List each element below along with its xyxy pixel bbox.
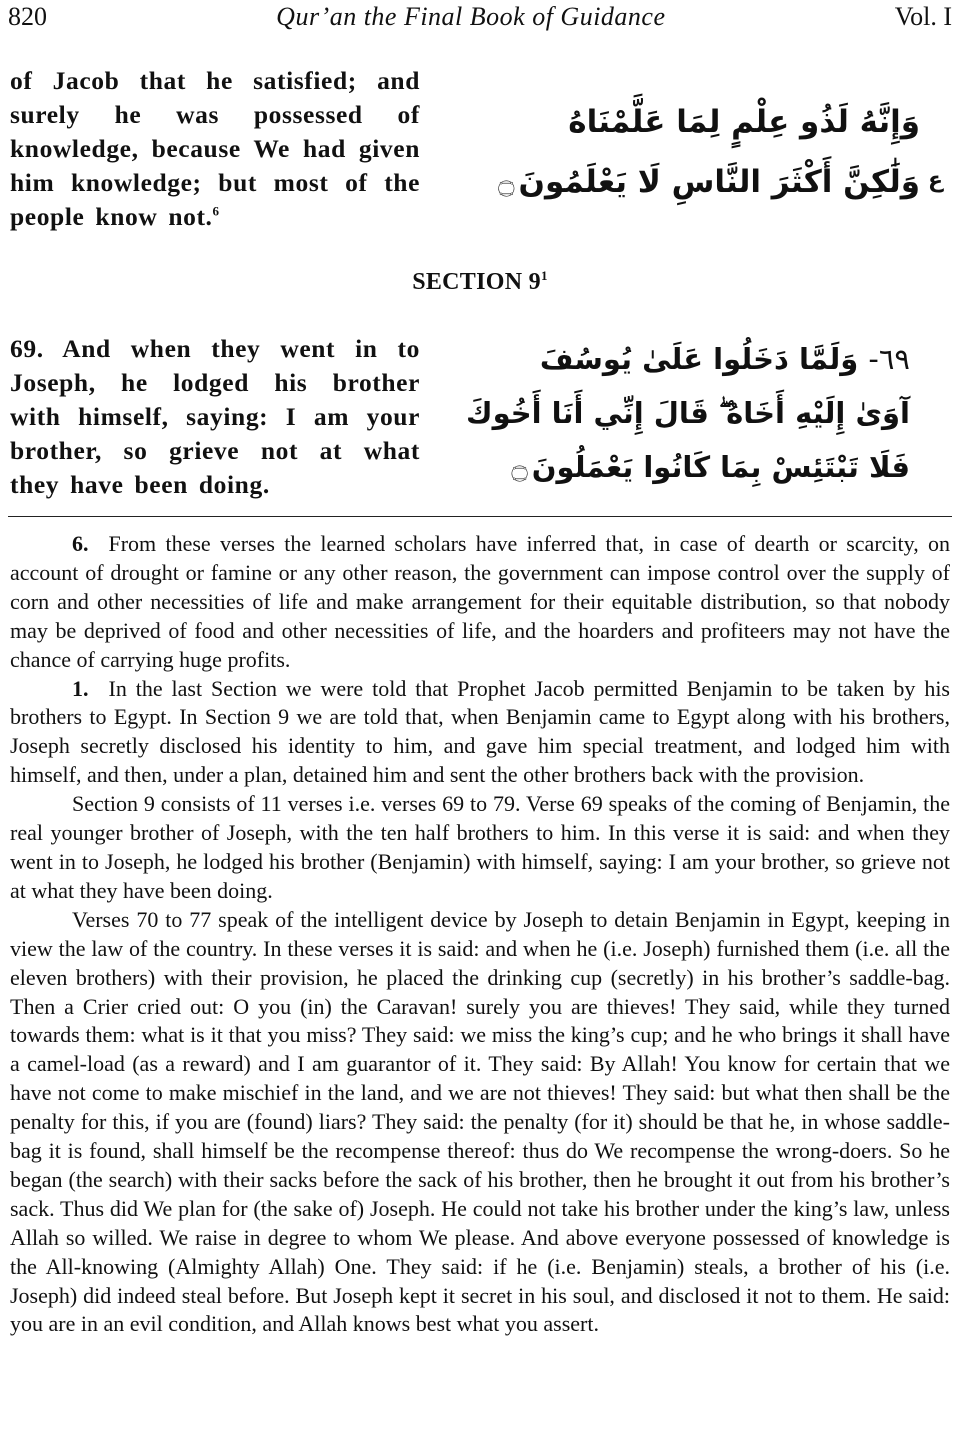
verse-69-text: 69. And when they went in to Joseph, he lodged his brother with himself, saying: I am your brother, so grieve not at what they have been doing.: [10, 334, 420, 499]
section-title: SECTION 9: [412, 269, 541, 295]
footnote-text: From these verses the learned scholars have inferred that, in case of dearth or scarcity, on account of drought or famine or any other reason, the government can impose control over the supply of corn and other necessities of life and make arrangement for their equitable distribution, so that nobody may be deprived of food and other necessities of life, and the hoarders and profiteers may not have the chance of carrying huge profits.: [10, 531, 950, 672]
footnote-ref-6: 6: [212, 203, 220, 219]
verse-end-mark: ۝: [498, 166, 515, 199]
verse-69-english: [10, 332, 420, 502]
footnote-divider: [8, 516, 952, 517]
verse-number-arabic: ٦٩-: [868, 342, 910, 376]
page-number: 820: [8, 2, 47, 31]
footnote-ref-1: 1: [540, 268, 548, 283]
arabic-line: آوَىٰ إِلَيْهِ أَخَاهُ ۖ قَالَ إِنِّي أَنَا أَخُوكَ: [465, 396, 910, 430]
verse-69-arabic: [465, 332, 910, 495]
verse-68-english: [10, 64, 420, 234]
commentary-paragraph: [10, 906, 950, 1340]
page-header: [8, 2, 952, 36]
arabic-line: فَلَا تَبْتَئِسْ بِمَا كَانُوا يَعْمَلُونَ۝: [511, 450, 910, 484]
commentary-text: Section 9 consists of 11 verses i.e. verses 69 to 79. Verse 69 speaks of the coming of Benjamin, the real younger brother of Joseph, with the ten half brothers to him. In this verse it is said: and when they went in to Joseph, he lodged his brother (Benjamin) with himself, saying: I am your brother, so grieve not at what they have been doing.: [10, 791, 950, 903]
footnote-paragraph: [10, 675, 950, 791]
footnotes: [10, 530, 950, 1339]
verse-68-arabic: [500, 92, 920, 213]
ruku-mark: ع: [928, 168, 944, 193]
section-heading: [0, 268, 960, 296]
footnote-number: 1.: [72, 675, 89, 701]
volume-label: Vol. I: [894, 2, 952, 31]
verse-end-mark: ۝: [511, 451, 528, 484]
footnote-paragraph: [10, 530, 950, 675]
footnote-text: In the last Section we were told that Prophet Jacob permitted Benjamin to be taken by his brothers to Egypt. In Section 9 we are told that, when Benjamin came to Egypt along with his brothers, Joseph secretly disclosed his identity to him, and gave him special treatment, and lodged him with himself, and then, under a plan, detained him and sent the other brothers back with the provision.: [10, 675, 950, 788]
book-title: Qur’an the Final Book of Guidance: [276, 2, 666, 31]
commentary-text: Verses 70 to 77 speak of the intelligent device by Joseph to detain Benjamin in Egypt, keeping in view the law of the country. In these verses it is said: and when he (i.e. Joseph) furnished them (i.e. all the eleven brothers) with their provision, he placed the drinking cup (secretly) in his brother’s saddle-bag. Then a Crier cried out: O you (in) the Caravan! surely you are thieves! They said, while they turned towards them: what is it that you miss? They said: we miss the king’s cup; and he who brings it shall have a camel-load (as a reward) and I am guarantor of it. They said: By Allah! You know for certain that we have not come to make mischief in the land, and we are not thieves! They said: but what then shall be the penalty for this, if you are (found) liars? They said: the penalty (for it) should be that he, in whose saddle-bag it is found, shall himself be the recompense thereof: thus do We recompense the wrong-doers. So he began (the search) with their sacks before the sack of his brother, then he brought it out from his brother’s sack. Thus did We plan for (the sake of) Joseph. He could not take his brother under the king’s law, unless Allah so willed. We raise in degree to whom We please. And above everyone possessed of knowledge is the All-knowing (Almighty Allah) One. They said: if he (i.e. Benjamin) steals, a brother of his (i.e. Joseph) did indeed steal before. But Joseph kept it secret in his soul, and disclosed it not to them. He said: you are in an evil condition, and Allah knows best what you assert.: [10, 906, 950, 1337]
arabic-line: وَلَٰكِنَّ أَكْثَرَ النَّاسِ لَا يَعْلَمُونَ۝: [498, 164, 920, 200]
footnote-number: 6.: [72, 531, 89, 556]
commentary-paragraph: [10, 790, 950, 906]
arabic-line: وَإِنَّهُ لَذُو عِلْمٍ لِمَا عَلَّمْنَاهُ: [568, 104, 920, 140]
verse-68-text: of Jacob that he satisfied; and surely he was possessed of knowledge, because We had given him knowledge; but most of the people know not.: [10, 66, 420, 231]
arabic-line: ٦٩- وَلَمَّا دَخَلُوا عَلَىٰ يُوسُفَ: [539, 342, 910, 376]
